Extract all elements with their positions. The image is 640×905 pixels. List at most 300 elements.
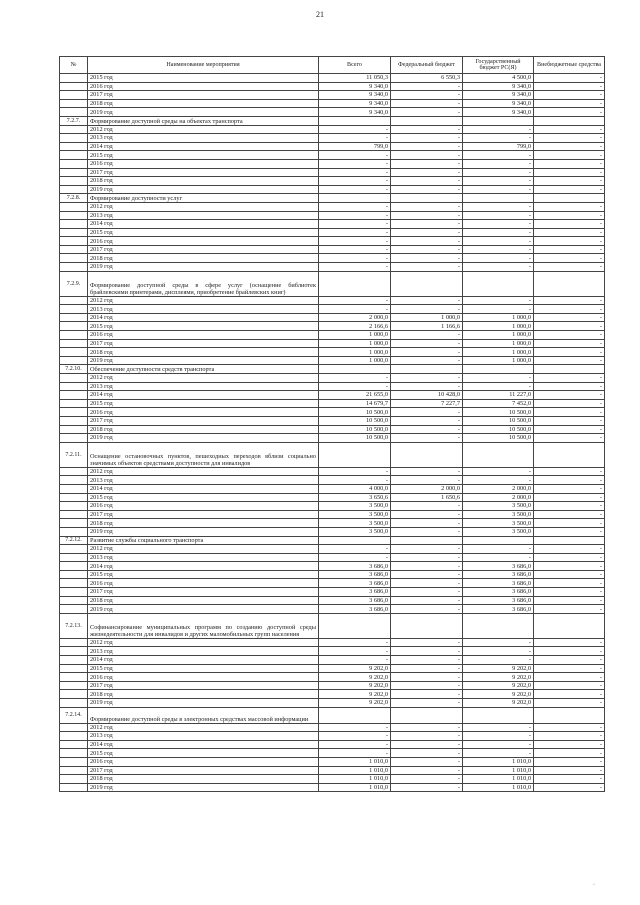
cell-extrabudget: - xyxy=(534,202,605,211)
cell-extrabudget: - xyxy=(534,159,605,168)
cell-federal: - xyxy=(391,211,463,220)
cell-regional: - xyxy=(463,467,534,476)
cell-name: 2016 год xyxy=(88,757,319,766)
table-row xyxy=(60,476,605,485)
cell-name: 2018 год xyxy=(88,690,319,699)
cell-federal: - xyxy=(391,356,463,365)
cell-total xyxy=(319,365,391,374)
cell-number xyxy=(60,723,88,732)
cell-name: Софинансирование муниципальных программ по созданию доступной среды жизнедеятельности для инвалидов и других маломобильных групп населения xyxy=(88,613,319,638)
cell-federal: - xyxy=(391,177,463,186)
cell-regional: - xyxy=(463,374,534,383)
table-row xyxy=(60,502,605,511)
cell-number xyxy=(60,545,88,554)
cell-name: 2012 год xyxy=(88,545,319,554)
table-row xyxy=(60,391,605,400)
cell-total xyxy=(319,116,391,125)
cell-regional: 11 227,0 xyxy=(463,391,534,400)
cell-name: 2017 год xyxy=(88,681,319,690)
cell-regional: 10 500,0 xyxy=(463,425,534,434)
header-federal: Федеральный бюджет xyxy=(391,57,463,74)
cell-total: 3 686,0 xyxy=(319,596,391,605)
cell-name: 2012 год xyxy=(88,638,319,647)
table-row xyxy=(60,313,605,322)
cell-extrabudget: - xyxy=(534,749,605,758)
table-row xyxy=(60,425,605,434)
table-row xyxy=(60,237,605,246)
cell-federal: - xyxy=(391,527,463,536)
cell-federal: - xyxy=(391,510,463,519)
cell-federal: - xyxy=(391,749,463,758)
cell-number xyxy=(60,108,88,117)
cell-federal: - xyxy=(391,348,463,357)
cell-extrabudget: - xyxy=(534,151,605,160)
table-header xyxy=(60,57,605,74)
cell-total: - xyxy=(319,202,391,211)
cell-name: 2012 год xyxy=(88,723,319,732)
cell-number xyxy=(60,596,88,605)
cell-regional xyxy=(463,707,534,723)
cell-number xyxy=(60,664,88,673)
cell-federal: - xyxy=(391,638,463,647)
table-row xyxy=(60,151,605,160)
cell-extrabudget: - xyxy=(534,382,605,391)
cell-name: 2016 год xyxy=(88,673,319,682)
cell-federal: - xyxy=(391,673,463,682)
cell-number: 7.2.9. xyxy=(60,271,88,296)
cell-regional: 4 500,0 xyxy=(463,74,534,83)
cell-total: - xyxy=(319,296,391,305)
cell-total: 2 000,0 xyxy=(319,313,391,322)
table-row xyxy=(60,562,605,571)
cell-name: 2015 год xyxy=(88,493,319,502)
cell-extrabudget xyxy=(534,271,605,296)
cell-extrabudget: - xyxy=(534,391,605,400)
cell-total: - xyxy=(319,263,391,272)
cell-total: - xyxy=(319,134,391,143)
cell-regional xyxy=(463,365,534,374)
cell-regional: 9 340,0 xyxy=(463,91,534,100)
cell-extrabudget: - xyxy=(534,605,605,614)
table-row xyxy=(60,740,605,749)
table-row xyxy=(60,579,605,588)
cell-federal: 7 227,7 xyxy=(391,399,463,408)
cell-federal: - xyxy=(391,757,463,766)
cell-extrabudget: - xyxy=(534,134,605,143)
header-name: Наименование мероприятия xyxy=(88,57,319,74)
cell-name: 2016 год xyxy=(88,408,319,417)
cell-number: 7.2.14. xyxy=(60,707,88,723)
table-row xyxy=(60,467,605,476)
cell-extrabudget: - xyxy=(534,220,605,229)
cell-extrabudget: - xyxy=(534,545,605,554)
cell-number xyxy=(60,263,88,272)
table-row xyxy=(60,99,605,108)
cell-federal: - xyxy=(391,254,463,263)
table-row xyxy=(60,82,605,91)
cell-extrabudget: - xyxy=(534,331,605,340)
cell-regional: 9 202,0 xyxy=(463,690,534,699)
cell-extrabudget: - xyxy=(534,740,605,749)
cell-federal: - xyxy=(391,476,463,485)
cell-extrabudget: - xyxy=(534,125,605,134)
table-row xyxy=(60,664,605,673)
cell-regional: 7 452,0 xyxy=(463,399,534,408)
cell-federal: 10 428,0 xyxy=(391,391,463,400)
cell-total: 9 340,0 xyxy=(319,91,391,100)
table-row xyxy=(60,527,605,536)
cell-federal: - xyxy=(391,237,463,246)
cell-extrabudget: - xyxy=(534,519,605,528)
table-row xyxy=(60,202,605,211)
cell-federal: - xyxy=(391,82,463,91)
cell-federal xyxy=(391,271,463,296)
table-row xyxy=(60,399,605,408)
cell-federal: - xyxy=(391,425,463,434)
cell-total: - xyxy=(319,168,391,177)
cell-extrabudget: - xyxy=(534,348,605,357)
cell-extrabudget: - xyxy=(534,228,605,237)
cell-total: - xyxy=(319,228,391,237)
cell-total: - xyxy=(319,740,391,749)
cell-name: 2017 год xyxy=(88,168,319,177)
cell-federal: - xyxy=(391,408,463,417)
cell-extrabudget: - xyxy=(534,263,605,272)
cell-total: 3 500,0 xyxy=(319,510,391,519)
table-row xyxy=(60,220,605,229)
cell-regional: 9 340,0 xyxy=(463,108,534,117)
cell-number xyxy=(60,391,88,400)
cell-total xyxy=(319,707,391,723)
cell-extrabudget: - xyxy=(534,82,605,91)
cell-federal: - xyxy=(391,605,463,614)
table-row xyxy=(60,519,605,528)
cell-federal: - xyxy=(391,142,463,151)
cell-federal xyxy=(391,707,463,723)
budget-table xyxy=(59,56,605,792)
cell-number xyxy=(60,519,88,528)
cell-regional: 9 202,0 xyxy=(463,673,534,682)
cell-total: 9 340,0 xyxy=(319,82,391,91)
cell-total: 21 655,0 xyxy=(319,391,391,400)
cell-name: 2019 год xyxy=(88,699,319,708)
table-body xyxy=(60,74,605,792)
table-row xyxy=(60,783,605,792)
cell-number xyxy=(60,322,88,331)
section-row xyxy=(60,707,605,723)
cell-total: - xyxy=(319,245,391,254)
cell-extrabudget: - xyxy=(534,476,605,485)
cell-number xyxy=(60,408,88,417)
cell-name: 2018 год xyxy=(88,254,319,263)
cell-number xyxy=(60,91,88,100)
cell-name: 2013 год xyxy=(88,134,319,143)
cell-total: - xyxy=(319,125,391,134)
cell-regional: - xyxy=(463,202,534,211)
cell-number xyxy=(60,228,88,237)
cell-extrabudget: - xyxy=(534,296,605,305)
cell-federal: - xyxy=(391,202,463,211)
cell-regional xyxy=(463,271,534,296)
cell-regional xyxy=(463,613,534,638)
stray-mark: · xyxy=(593,882,595,888)
cell-total: 9 202,0 xyxy=(319,681,391,690)
cell-regional: 10 500,0 xyxy=(463,408,534,417)
cell-name: 2014 год xyxy=(88,656,319,665)
cell-number xyxy=(60,562,88,571)
cell-name: 2015 год xyxy=(88,151,319,160)
table-row xyxy=(60,690,605,699)
cell-federal: - xyxy=(391,134,463,143)
cell-extrabudget: - xyxy=(534,647,605,656)
cell-total: 9 340,0 xyxy=(319,108,391,117)
cell-name: 2014 год xyxy=(88,220,319,229)
table-row xyxy=(60,382,605,391)
cell-federal xyxy=(391,365,463,374)
cell-federal: - xyxy=(391,305,463,314)
table-row xyxy=(60,493,605,502)
table-row xyxy=(60,416,605,425)
cell-number xyxy=(60,125,88,134)
cell-federal: - xyxy=(391,740,463,749)
cell-regional: 9 340,0 xyxy=(463,99,534,108)
cell-number xyxy=(60,434,88,443)
cell-regional: 1 000,0 xyxy=(463,313,534,322)
cell-number xyxy=(60,305,88,314)
cell-total: - xyxy=(319,151,391,160)
cell-regional: - xyxy=(463,476,534,485)
cell-extrabudget: - xyxy=(534,596,605,605)
cell-federal: - xyxy=(391,596,463,605)
cell-number xyxy=(60,177,88,186)
cell-number xyxy=(60,467,88,476)
cell-name: 2017 год xyxy=(88,766,319,775)
table-row xyxy=(60,545,605,554)
cell-extrabudget: - xyxy=(534,237,605,246)
page-number: 21 xyxy=(316,10,324,19)
cell-extrabudget: - xyxy=(534,467,605,476)
cell-number xyxy=(60,313,88,322)
cell-name: 2016 год xyxy=(88,159,319,168)
cell-name: 2015 год xyxy=(88,570,319,579)
cell-name: 2019 год xyxy=(88,434,319,443)
cell-name: 2019 год xyxy=(88,185,319,194)
cell-federal: - xyxy=(391,108,463,117)
cell-total: 1 000,0 xyxy=(319,339,391,348)
cell-total: - xyxy=(319,305,391,314)
cell-federal xyxy=(391,442,463,467)
cell-extrabudget: - xyxy=(534,673,605,682)
cell-number xyxy=(60,237,88,246)
cell-federal: 6 550,3 xyxy=(391,74,463,83)
cell-total: 9 202,0 xyxy=(319,664,391,673)
cell-name: 2017 год xyxy=(88,91,319,100)
cell-federal: - xyxy=(391,228,463,237)
cell-regional: - xyxy=(463,638,534,647)
table-row xyxy=(60,732,605,741)
cell-extrabudget: - xyxy=(534,579,605,588)
cell-extrabudget: - xyxy=(534,493,605,502)
cell-name: 2014 год xyxy=(88,562,319,571)
table-row xyxy=(60,374,605,383)
cell-extrabudget: - xyxy=(534,732,605,741)
cell-name: 2019 год xyxy=(88,356,319,365)
cell-regional: 9 202,0 xyxy=(463,681,534,690)
cell-extrabudget: - xyxy=(534,168,605,177)
cell-number xyxy=(60,647,88,656)
table-row xyxy=(60,656,605,665)
cell-number xyxy=(60,211,88,220)
cell-regional: - xyxy=(463,305,534,314)
cell-extrabudget: - xyxy=(534,766,605,775)
cell-total: 9 340,0 xyxy=(319,99,391,108)
cell-total: - xyxy=(319,732,391,741)
cell-total: 4 000,0 xyxy=(319,484,391,493)
cell-regional: 799,0 xyxy=(463,142,534,151)
table-row xyxy=(60,159,605,168)
cell-extrabudget: - xyxy=(534,339,605,348)
cell-extrabudget: - xyxy=(534,91,605,100)
cell-total: 3 500,0 xyxy=(319,519,391,528)
cell-total: 3 686,0 xyxy=(319,579,391,588)
cell-regional: - xyxy=(463,125,534,134)
cell-number xyxy=(60,151,88,160)
cell-regional: - xyxy=(463,263,534,272)
cell-number xyxy=(60,254,88,263)
cell-number xyxy=(60,783,88,792)
cell-regional: 1 000,0 xyxy=(463,322,534,331)
table-row xyxy=(60,322,605,331)
cell-extrabudget: - xyxy=(534,305,605,314)
cell-total: - xyxy=(319,211,391,220)
cell-name: 2019 год xyxy=(88,108,319,117)
cell-number xyxy=(60,605,88,614)
cell-name: 2018 год xyxy=(88,596,319,605)
cell-number xyxy=(60,673,88,682)
cell-number xyxy=(60,699,88,708)
cell-extrabudget: - xyxy=(534,399,605,408)
cell-number xyxy=(60,527,88,536)
section-row xyxy=(60,442,605,467)
cell-regional: - xyxy=(463,151,534,160)
cell-total: 9 202,0 xyxy=(319,690,391,699)
cell-extrabudget: - xyxy=(534,638,605,647)
cell-extrabudget: - xyxy=(534,690,605,699)
header-number: № xyxy=(60,57,88,74)
cell-federal: - xyxy=(391,416,463,425)
cell-regional: 2 000,0 xyxy=(463,493,534,502)
cell-name: 2012 год xyxy=(88,296,319,305)
cell-federal: - xyxy=(391,681,463,690)
table-row xyxy=(60,296,605,305)
table-row xyxy=(60,553,605,562)
cell-regional: - xyxy=(463,168,534,177)
cell-regional: - xyxy=(463,134,534,143)
cell-regional: - xyxy=(463,296,534,305)
cell-total: 799,0 xyxy=(319,142,391,151)
cell-federal: - xyxy=(391,570,463,579)
cell-number: 7.2.11. xyxy=(60,442,88,467)
cell-number xyxy=(60,588,88,597)
table-row xyxy=(60,134,605,143)
cell-total: - xyxy=(319,185,391,194)
cell-extrabudget xyxy=(534,442,605,467)
cell-total: 1 010,0 xyxy=(319,757,391,766)
cell-number xyxy=(60,732,88,741)
cell-name: 2019 год xyxy=(88,783,319,792)
cell-name: 2012 год xyxy=(88,467,319,476)
cell-total: 11 050,3 xyxy=(319,74,391,83)
cell-number xyxy=(60,399,88,408)
cell-extrabudget: - xyxy=(534,211,605,220)
table-row xyxy=(60,638,605,647)
cell-name: 2016 год xyxy=(88,502,319,511)
cell-regional: 3 686,0 xyxy=(463,588,534,597)
cell-extrabudget: - xyxy=(534,322,605,331)
table-row xyxy=(60,408,605,417)
cell-extrabudget: - xyxy=(534,374,605,383)
cell-name: 2013 год xyxy=(88,553,319,562)
cell-federal: - xyxy=(391,151,463,160)
cell-total: 3 500,0 xyxy=(319,527,391,536)
cell-name: 2015 год xyxy=(88,664,319,673)
header-regional: Государственный бюджет РС(Я) xyxy=(463,57,534,74)
cell-regional: - xyxy=(463,228,534,237)
cell-regional: 3 686,0 xyxy=(463,596,534,605)
cell-total: 2 166,6 xyxy=(319,322,391,331)
cell-extrabudget: - xyxy=(534,177,605,186)
table-row xyxy=(60,74,605,83)
cell-federal: 1 650,6 xyxy=(391,493,463,502)
cell-extrabudget: - xyxy=(534,723,605,732)
cell-regional: 3 500,0 xyxy=(463,502,534,511)
cell-number: 7.2.10. xyxy=(60,365,88,374)
cell-number xyxy=(60,553,88,562)
cell-extrabudget: - xyxy=(534,313,605,322)
cell-federal: - xyxy=(391,732,463,741)
cell-regional: - xyxy=(463,245,534,254)
cell-federal xyxy=(391,194,463,203)
cell-regional: 1 010,0 xyxy=(463,766,534,775)
table-row xyxy=(60,749,605,758)
cell-federal: - xyxy=(391,553,463,562)
cell-regional: 3 686,0 xyxy=(463,579,534,588)
cell-total: 1 000,0 xyxy=(319,348,391,357)
cell-total: 3 686,0 xyxy=(319,562,391,571)
cell-total: 9 202,0 xyxy=(319,673,391,682)
cell-federal: - xyxy=(391,699,463,708)
cell-regional: - xyxy=(463,740,534,749)
table-row xyxy=(60,673,605,682)
cell-name: 2018 год xyxy=(88,425,319,434)
cell-regional: - xyxy=(463,185,534,194)
cell-federal: - xyxy=(391,783,463,792)
cell-regional: 3 686,0 xyxy=(463,562,534,571)
cell-regional: - xyxy=(463,647,534,656)
cell-regional: 3 500,0 xyxy=(463,527,534,536)
cell-regional: - xyxy=(463,545,534,554)
cell-name: 2014 год xyxy=(88,142,319,151)
cell-name: 2016 год xyxy=(88,331,319,340)
cell-name: 2013 год xyxy=(88,732,319,741)
cell-regional: - xyxy=(463,553,534,562)
table-row xyxy=(60,647,605,656)
cell-name: 2017 год xyxy=(88,510,319,519)
cell-extrabudget: - xyxy=(534,142,605,151)
cell-federal: - xyxy=(391,91,463,100)
cell-number xyxy=(60,356,88,365)
header-extrabudget: Внебюджетные средства xyxy=(534,57,605,74)
